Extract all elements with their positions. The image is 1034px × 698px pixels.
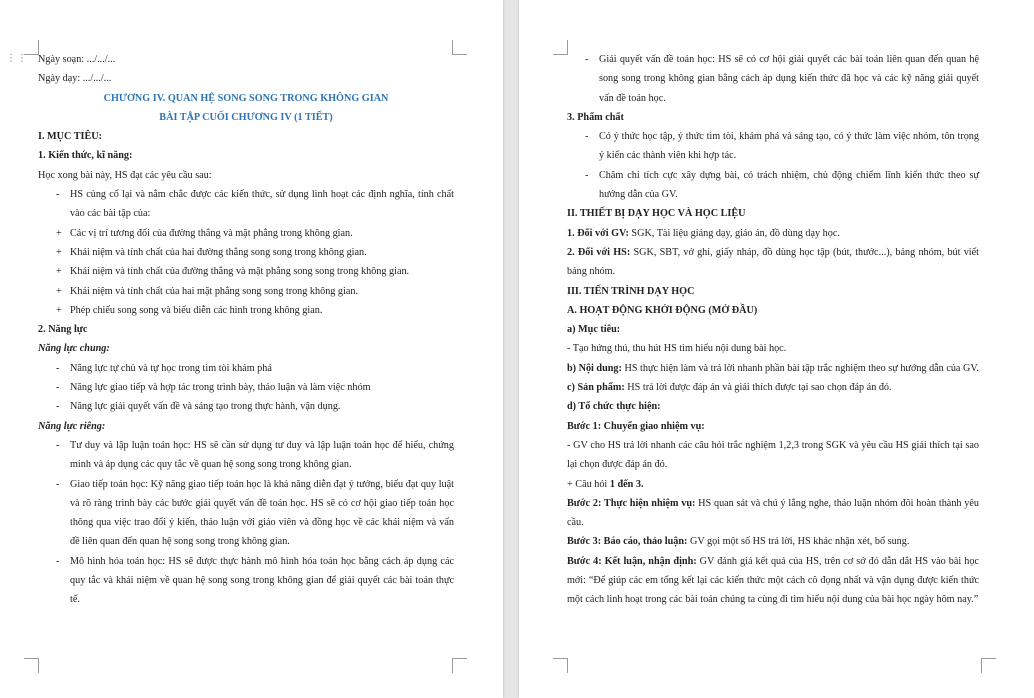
bullet-mark: + <box>56 246 62 258</box>
list-item <box>38 243 454 262</box>
bullet-mark: - <box>585 54 589 65</box>
bullet-mark: + <box>56 304 62 316</box>
section-objectives: I. MỤC TIÊU: <box>38 131 103 143</box>
list-item-text: Năng lực giao tiếp và hợp tác trong trình bày, thảo luận và làm việc nhóm <box>70 382 371 394</box>
list-item <box>38 475 454 552</box>
teacher-label: 1. Đối với GV: <box>567 227 629 239</box>
list-item-text: Năng lực giải quyết vấn đề và sáng tạo trong thực hành, vận dụng. <box>70 401 341 413</box>
crop-mark <box>452 40 467 55</box>
question-prefix: + Câu hỏi <box>567 478 610 490</box>
content-label: b) Nội dung: <box>567 362 622 374</box>
list-item-text: Khái niệm và tính chất của hai mặt phẳng song song trong không gian. <box>70 285 359 297</box>
bullet-mark: - <box>585 131 589 143</box>
list-item <box>38 552 454 610</box>
step3-label: Bước 3: Báo cáo, thảo luận: <box>567 536 688 548</box>
crop-mark <box>553 658 568 673</box>
list-item-text: Chăm chỉ tích cực xây dựng bài, có trách nhiệm, chủ động chiếm lĩnh kiến thức theo sự hướng dẫn của GV. <box>599 169 979 201</box>
general-competence-label: Năng lực chung: <box>38 343 110 355</box>
chapter-title: CHƯƠNG IV. QUAN HỆ SONG SONG TRONG KHÔNG GIAN <box>103 92 389 104</box>
question-range-value: 1 đến 3. <box>609 478 644 490</box>
bullet-mark: - <box>56 362 60 374</box>
bullet-mark: - <box>56 401 60 413</box>
specific-competence-list <box>38 436 454 610</box>
list-item <box>38 224 454 243</box>
section-equipment: II. THIẾT BỊ DẠY HỌC VÀ HỌC LIỆU <box>567 208 746 220</box>
step2-paragraph <box>567 494 979 533</box>
subsection-qualities: 3. Phẩm chất <box>567 111 624 123</box>
step2-text: HS quan sát và chú ý lắng nghe, thảo luận nhóm đôi hoàn thành yêu cầu. <box>567 497 979 529</box>
list-item-text: Khái niệm và tính chất của đường thẳng và mặt phẳng song song trong không gian. <box>70 266 410 278</box>
subsection-competence: 2. Năng lực <box>38 324 88 336</box>
product-label: c) Sản phẩm: <box>567 382 625 394</box>
list-item <box>38 378 454 397</box>
bullet-mark: - <box>56 439 60 451</box>
organization-label: d) Tổ chức thực hiện: <box>567 401 661 413</box>
list-item <box>38 359 454 378</box>
activity-warmup: A. HOẠT ĐỘNG KHỞI ĐỘNG (MỞ ĐẦU) <box>567 304 758 316</box>
list-item-text: Khái niệm và tính chất của hai đường thẳng song song trong không gian. <box>70 246 367 258</box>
list-item-text: Giải quyết vấn đề toán học: HS sẽ có cơ hội giải quyết các bài toán liên quan đến quan hệ song song trong không gian bằng cách áp dụng kiến thức đã học và các kỹ năng giải quyết vấn đề toán học. <box>599 54 979 104</box>
student-equipment <box>567 243 979 282</box>
document-page-right <box>519 0 1034 698</box>
list-item <box>38 397 454 416</box>
list-item-text: Mô hình hóa toán học: HS sẽ được thực hành mô hình hóa toán học bằng cách áp dụng các quy tắc và khái niệm về quan hệ song song trong không gian để giải quyết các bài toán thực tế. <box>70 555 454 606</box>
student-text: SGK, SBT, vở ghi, giấy nháp, đồ dùng học tập (bút, thước...), bảng nhóm, bút viết bảng nhóm. <box>567 246 979 278</box>
student-label: 2. Đối với HS: <box>567 246 631 258</box>
product-text: HS trả lời được đáp án và giải thích được tại sao chọn đáp án đó. <box>624 382 892 394</box>
objective-text: - Tạo hứng thú, thu hút HS tìm hiểu nội dung bài học. <box>567 343 787 355</box>
right-page-content <box>567 50 979 610</box>
question-range <box>567 475 979 494</box>
bullet-mark: + <box>56 266 62 278</box>
teacher-text: SGK, Tài liệu giảng dạy, giáo án, đồ dùng dạy học. <box>628 227 840 239</box>
quality-list <box>567 127 979 204</box>
general-competence-list <box>38 359 454 417</box>
bullet-mark: - <box>56 382 60 394</box>
step1-label: Bước 1: Chuyển giao nhiệm vụ: <box>567 420 705 432</box>
crop-mark <box>553 40 568 55</box>
list-item <box>567 50 979 108</box>
objective-label: a) Mục tiêu: <box>567 324 621 336</box>
crop-mark <box>981 658 996 673</box>
step1-text: - GV cho HS trả lời nhanh các câu hỏi trắc nghiệm 1,2,3 trong SGK và yêu cầu HS giải thích tại sao lại chọn được đáp án đó. <box>567 439 979 471</box>
date-prepared: Ngày soạn: .../.../... <box>38 54 116 65</box>
product-paragraph <box>567 378 979 397</box>
drag-handle-icon[interactable]: ⋮⋮ <box>6 53 28 64</box>
step3-text: GV gọi một số HS trả lời, HS khác nhận xét, bổ sung. <box>687 536 910 548</box>
crop-mark <box>24 658 39 673</box>
date-taught: Ngày dạy: .../.../... <box>38 73 112 85</box>
specific-competence-label: Năng lực riêng: <box>38 420 106 432</box>
bullet-mark: - <box>56 189 60 201</box>
subsection-knowledge: 1. Kiến thức, kĩ năng: <box>38 150 133 162</box>
list-item-text: Các vị trí tương đối của đường thẳng và mặt phẳng trong không gian. <box>70 227 353 239</box>
list-item-text: Giao tiếp toán học: Kỹ năng giao tiếp toán học là khả năng diễn đạt ý tưởng, biểu đạt quy luật và rõ ràng trình bày các bước giải quyết vấn đề toán học. HS sẽ có cơ hội giao tiếp toán học thông qua việc trao đổi ý kiến, thảo luận với giáo viên và đồng học về các khái niệm và vấn đề liên quan đến quan hệ song song trong không gian. <box>70 478 454 548</box>
content-text: HS thực hiện làm và trả lời nhanh phần bài tập trắc nghiệm theo sự hướng dẫn của GV. <box>621 362 979 374</box>
list-item-text: Tư duy và lập luận toán học: HS sẽ cần sử dụng tư duy và lập luận toán học để hiểu, chứng minh và áp dụng các quy tắc về quan hệ song song trong không gian. <box>70 439 454 471</box>
crop-mark <box>452 658 467 673</box>
list-item-text: Năng lực tự chủ và tự học trong tìm tòi khám phá <box>70 362 272 374</box>
section-process: III. TIẾN TRÌNH DẠY HỌC <box>567 285 695 297</box>
list-item <box>38 262 454 281</box>
list-item-text: Có ý thức học tập, ý thức tìm tòi, khám phá và sáng tạo, có ý thức làm việc nhóm, tôn trọng ý kiến các thành viên khi hợp tác. <box>599 131 979 162</box>
list-item <box>567 127 979 166</box>
list-item <box>38 185 454 224</box>
lesson-title: BÀI TẬP CUỐI CHƯƠNG IV (1 TIẾT) <box>159 111 333 123</box>
problem-solving-item <box>567 50 979 108</box>
step4-label: Bước 4: Kết luận, nhận định: <box>567 555 697 567</box>
bullet-mark: - <box>56 555 60 567</box>
knowledge-list <box>38 185 454 320</box>
step4-paragraph <box>567 552 979 610</box>
bullet-mark: - <box>56 478 60 490</box>
list-item <box>567 166 979 205</box>
intro-text: Học xong bài này, HS đạt các yêu cầu sau: <box>38 169 212 181</box>
step3-paragraph <box>567 532 979 551</box>
step2-label: Bước 2: Thực hiện nhiệm vụ: <box>567 497 696 509</box>
list-item-text: HS củng cố lại và nắm chắc được các kiến thức, sử dụng linh hoạt các định nghĩa, tính chất vào các bài tập của: <box>70 189 454 220</box>
list-item <box>38 301 454 320</box>
list-item <box>38 282 454 301</box>
bullet-mark: + <box>56 227 62 239</box>
content-paragraph <box>567 359 979 378</box>
bullet-mark: - <box>585 169 589 181</box>
bullet-mark: + <box>56 285 62 297</box>
teacher-equipment <box>567 224 979 243</box>
document-page-left <box>0 0 503 698</box>
list-item-text: Phép chiếu song song và biểu diễn các hình trong không gian. <box>70 304 323 316</box>
step4-text: GV đánh giá kết quả của HS, trên cơ sở đó dẫn dắt HS vào bài học mới: “Để giúp các em tổng kết lại các kiến thức một cách cô đọng nhất và vận dụng được kiến thức một cách linh hoạt trong các bài toán chúng ta cùng đi tìm hiểu nội dung của bài học ngày hôm nay.” <box>567 555 979 606</box>
left-page-content <box>38 50 454 610</box>
list-item <box>38 436 454 475</box>
